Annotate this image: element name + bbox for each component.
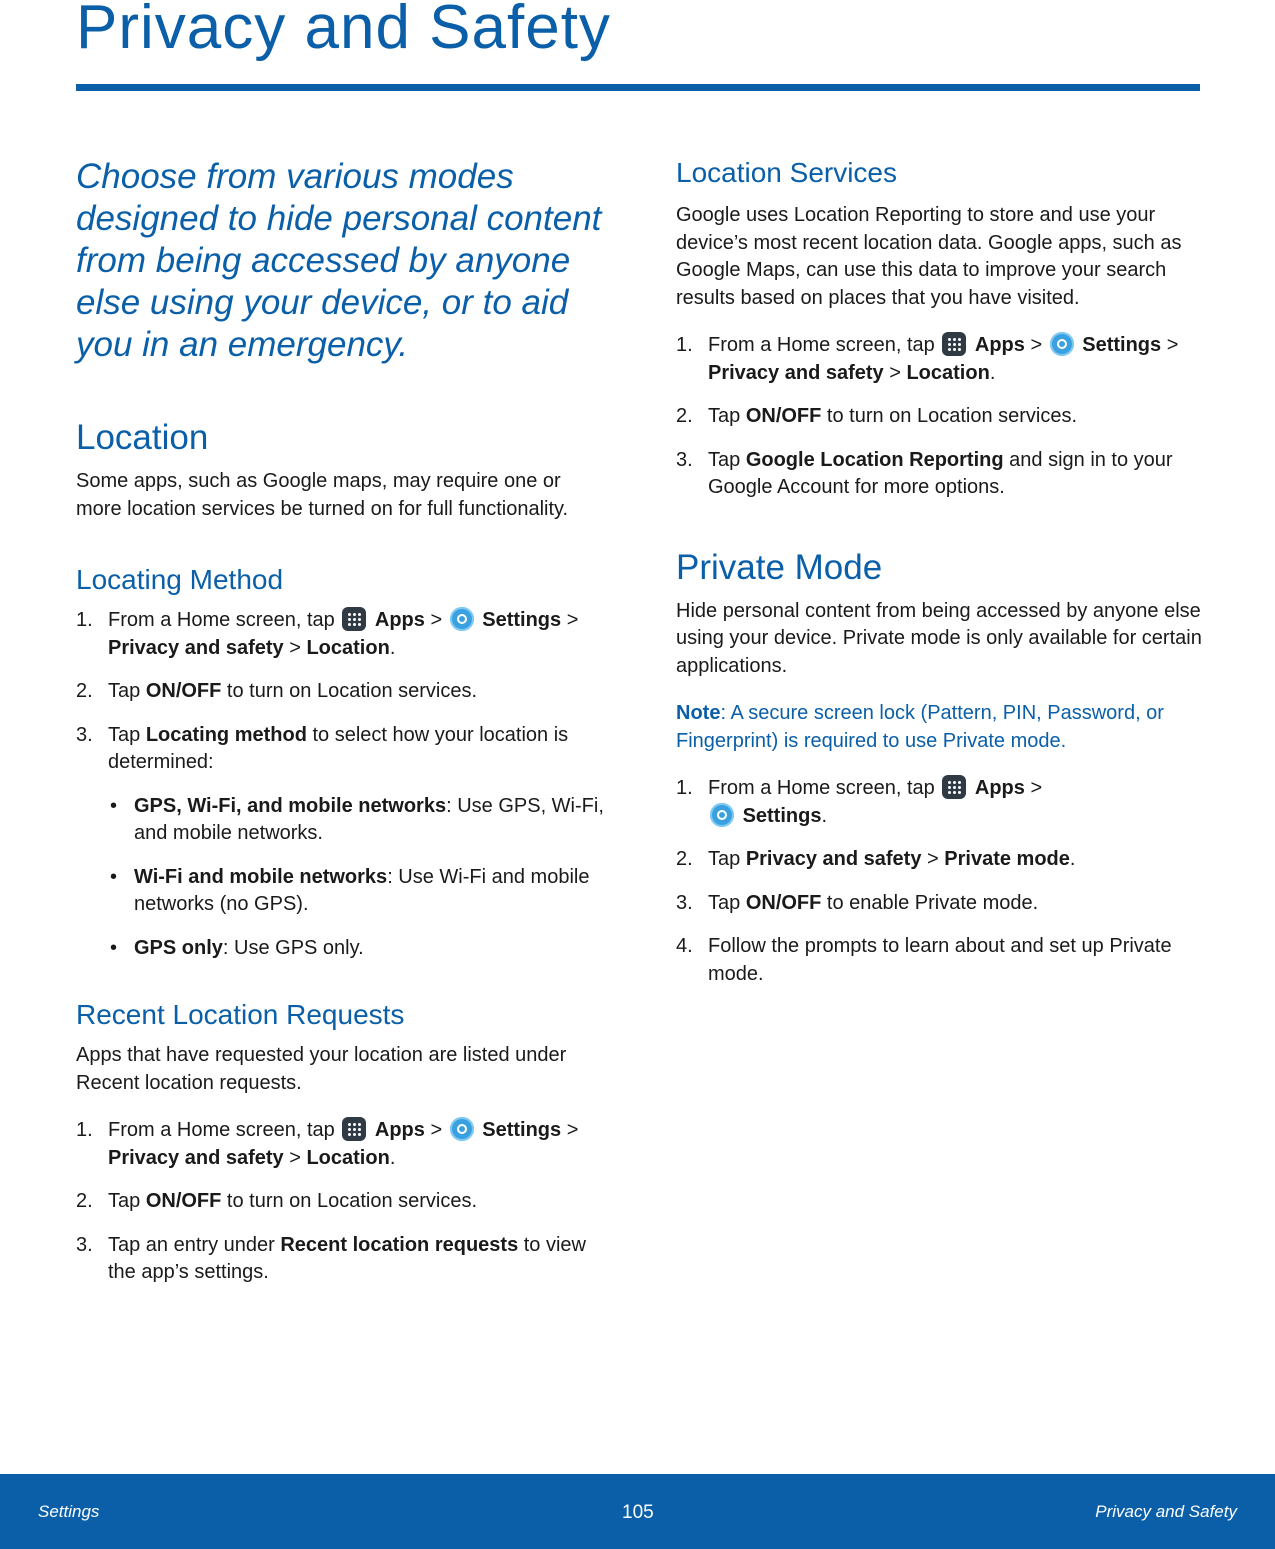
locating-method-options — [76, 793, 606, 963]
list-item: 3. Tap an entry under Recent location requests to view the app’s settings. — [76, 1233, 586, 1283]
apps-icon — [342, 1117, 366, 1141]
apps-icon — [942, 775, 966, 799]
location-services-body: Google uses Location Reporting to store and use your device’s most recent location data. Google apps, such as Google Maps, can use this data to improve your search results based on places that you have visited. — [676, 204, 1182, 309]
settings-gear-icon — [710, 803, 734, 827]
locating-method-steps — [76, 607, 606, 777]
apps-icon — [942, 332, 966, 356]
location-heading: Location — [76, 418, 209, 457]
list-item: 4. Follow the prompts to learn about and set up Private mode. — [676, 935, 1172, 985]
list-item: 1. From a Home screen, tap Apps > Settings > Privacy and safety > Location. — [676, 334, 1179, 384]
left-column — [76, 150, 606, 1287]
list-item: • GPS only: Use GPS only. — [76, 935, 606, 963]
recent-requests-heading: Recent Location Requests — [76, 999, 405, 1030]
private-mode-steps — [676, 775, 1206, 988]
title-rule — [76, 84, 1200, 91]
list-item: 1. From a Home screen, tap Apps > Settings. — [676, 777, 1043, 827]
location-services-steps — [676, 332, 1206, 502]
apps-icon — [342, 607, 366, 631]
locating-method-heading: Locating Method — [76, 564, 284, 595]
location-services-heading: Location Services — [676, 157, 898, 188]
right-column — [676, 150, 1206, 988]
list-item: 3. Tap Google Location Reporting and sign in to your Google Account for more options. — [676, 448, 1173, 498]
private-mode-note: Note: A secure screen lock (Pattern, PIN, Password, or Fingerprint) is required to use Private mode. — [676, 702, 1164, 752]
list-item: 2. Tap ON/OFF to turn on Location services. — [676, 405, 1078, 427]
list-item: 2. Tap Privacy and safety > Private mode. — [676, 848, 1076, 870]
bullet-icon: • — [110, 936, 118, 959]
recent-requests-body: Apps that have requested your location are listed under Recent location requests. — [76, 1044, 567, 1094]
list-item: • GPS, Wi-Fi, and mobile networks: Use GPS, Wi-Fi, and mobile networks. — [110, 794, 604, 844]
page-footer — [0, 1474, 1275, 1549]
settings-gear-icon — [450, 607, 474, 631]
settings-gear-icon — [450, 1117, 474, 1141]
list-item: 2. Tap ON/OFF to turn on Location services. — [76, 1190, 478, 1212]
list-item: 3. Tap ON/OFF to enable Private mode. — [676, 891, 1039, 914]
page-title: Privacy and Safety — [76, 0, 611, 62]
list-item: 2. Tap ON/OFF to turn on Location services. — [76, 680, 478, 702]
list-item: 1. From a Home screen, tap Apps > Settings > Privacy and safety > Location. — [76, 1119, 579, 1169]
private-mode-body: Hide personal content from being accessed by anyone else using your device. Private mode is only available for certain applications. — [676, 599, 1202, 677]
page-number: 105 — [622, 1502, 654, 1523]
settings-gear-icon — [1050, 332, 1074, 356]
location-body: Some apps, such as Google maps, may require one or more location services be turned on for full functionality. — [76, 470, 569, 520]
bullet-icon: • — [110, 794, 118, 817]
private-mode-heading: Private Mode — [676, 547, 883, 587]
bullet-icon: • — [110, 865, 118, 888]
footer-section-label: Settings — [38, 1502, 100, 1521]
recent-requests-steps — [76, 1117, 606, 1287]
intro-text: Choose from various modes designed to hide personal content from being accessed by anyone else using your device, or to aid you in an emergency. — [76, 157, 602, 364]
list-item: 1. From a Home screen, tap Apps > Settings > Privacy and safety > Location. — [76, 609, 579, 659]
footer-chapter-label: Privacy and Safety — [1095, 1502, 1237, 1521]
list-item: 3. Tap Locating method to select how your location is determined: — [76, 723, 569, 773]
list-item: • Wi-Fi and mobile networks: Use Wi-Fi and mobile networks (no GPS). — [110, 865, 590, 915]
